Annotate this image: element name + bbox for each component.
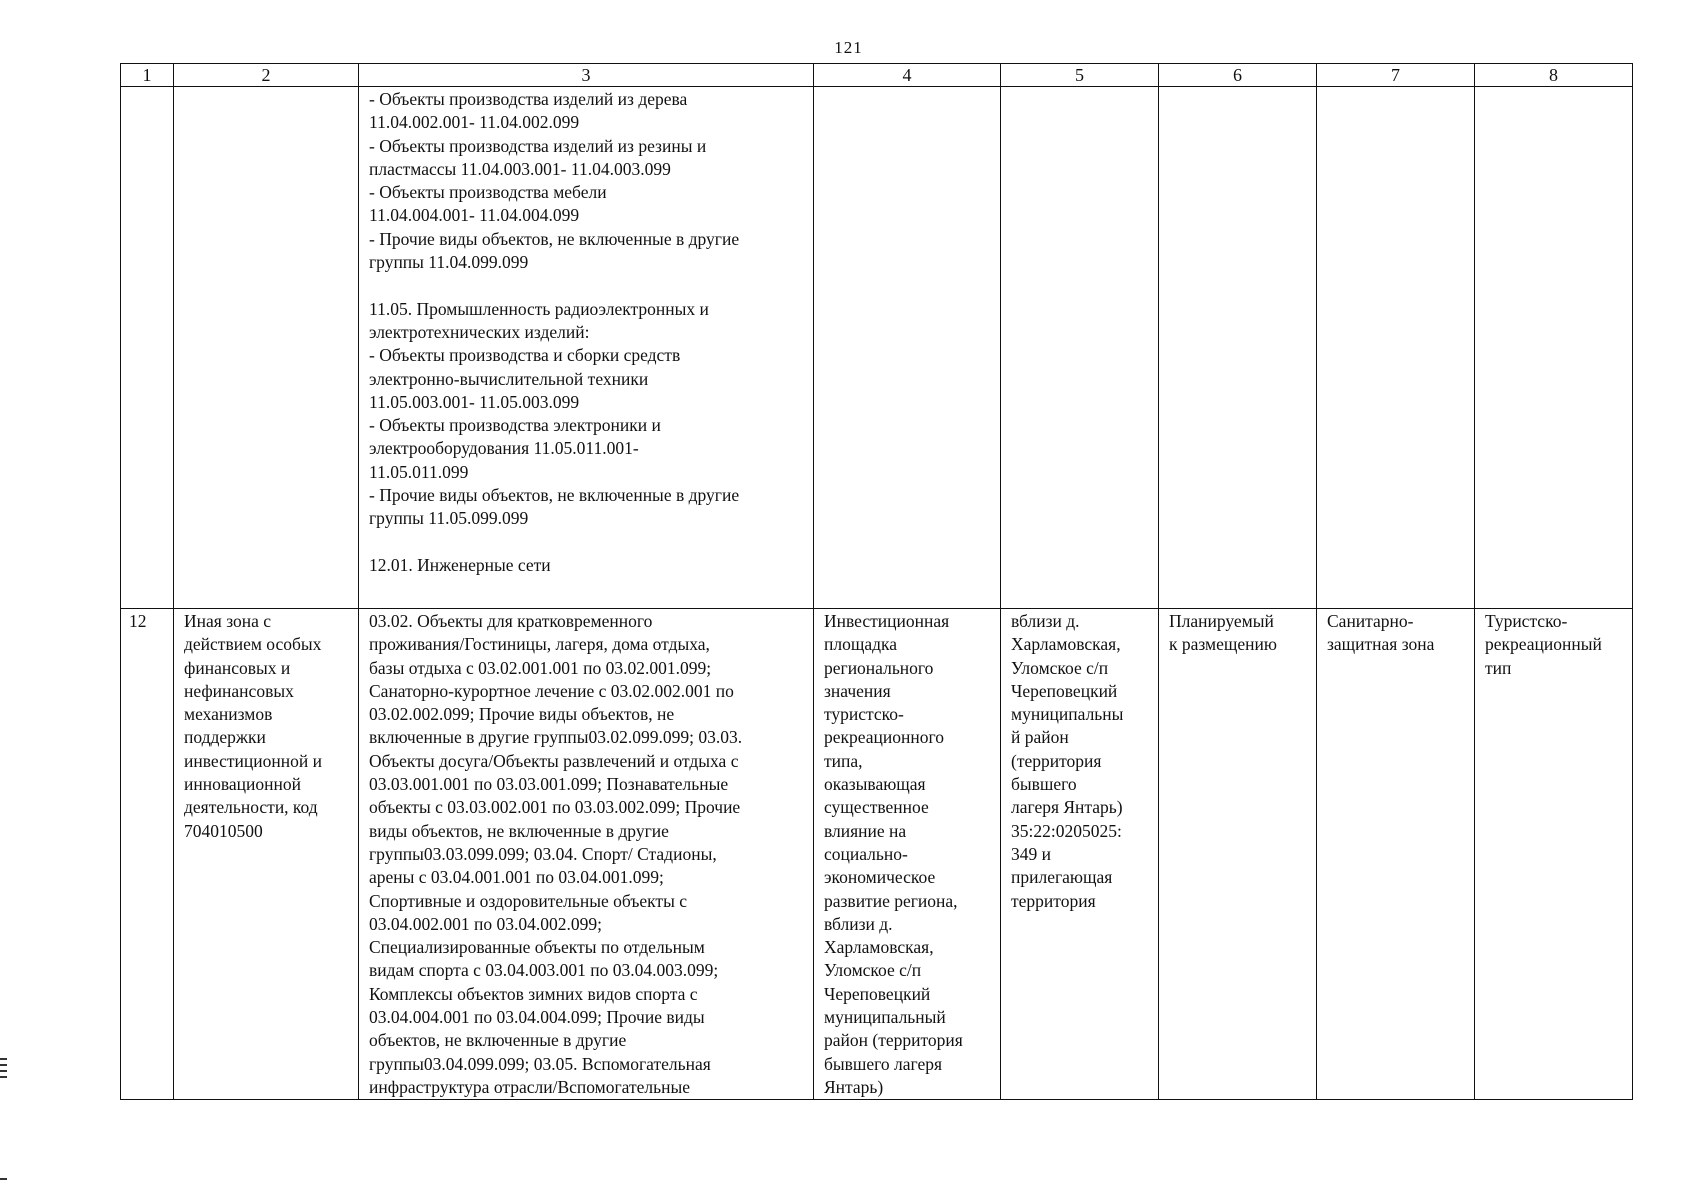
- purpose-text: Инвестиционная площадка регионального значения туристско- рекреационного типа, оказывающая существенное влияние на социально- экономическое развитие региона, вблизи д. Харламовская, Уломское с/п Череповецкий муниципальный район (территория бывшего лагеря Янтарь): [824, 611, 963, 1097]
- zone-name: Иная зона с действием особых финансовых и нефинансовых механизмов поддержки инвестиционной и инновационной деятельности, код 704010500: [184, 611, 322, 841]
- table-row-12: [121, 609, 1633, 1100]
- zone-name-cell: [174, 609, 359, 1100]
- restriction-zone-text: Санитарно- защитная зона: [1327, 611, 1435, 655]
- object-types-cell: [359, 87, 814, 609]
- column-number: 3: [359, 64, 814, 87]
- object-types-text: 11.05. Промышленность радиоэлектронных и электротехнических изделий: - Объекты производства и сборки средств электронно-вычислительной техники 11.05.003.001- 11.05.003.099 - Объекты производства электроники и электрооборудования 11.05.011.001- 11.05.011.099 - Прочие виды объектов, не включенные в другие группы 11.05.099.099: [369, 298, 740, 529]
- column-number: 6: [1159, 64, 1317, 87]
- cell: [1001, 87, 1159, 609]
- column-number: 5: [1001, 64, 1159, 87]
- row-number: 12: [121, 609, 174, 1100]
- object-types-text: 03.02. Объекты для кратковременного проживания/Гостиницы, лагеря, дома отдыха, базы отдыха с 03.02.001.001 по 03.02.001.099; Санаторно-курортное лечение с 03.02.002.001 по 03.02.002.099; Прочие виды объектов, не включенные в другие группы03.02.099.099; 03.03. Объекты досуга/Объекты развлечений и отдыха с 03.03.001.001 по 03.03.001.099; Познавательные объекты с 03.03.002.001 по 03.03.002.099; Прочие виды объектов, не включенные в другие группы03.03.099.099; 03.04. Спорт/ Стадионы, арены с 03.04.001.001 по 03.04.001.099; Спортивные и оздоровительные объекты с 03.04.002.001 по 03.04.002.099; Специализированные объекты по отдельным видам спорта с 03.04.003.001 по 03.04.003.099; Комплексы объектов зимних видов спорта с 03.04.004.001 по 03.04.004.099; Прочие виды объектов, не включенные в другие группы03.04.099.099; 03.05. Вспомогательная инфраструктура отрасли/Вспомогательные: [369, 611, 743, 1097]
- cell: [121, 87, 174, 609]
- zone-type-text: Туристско- рекреационный тип: [1485, 611, 1602, 678]
- object-types-cell: [359, 609, 814, 1100]
- purpose-cell: [814, 609, 1001, 1100]
- cell: [1159, 87, 1317, 609]
- object-types-text: - Объекты производства изделий из дерева 11.04.002.001- 11.04.002.099 - Объекты производства изделий из резины и пластмассы 11.04.003.001- 11.04.003.099 - Объекты производства мебели 11.04.004.001- 11.04.004.099 - Прочие виды объектов, не включенные в другие группы 11.04.099.099: [369, 89, 740, 273]
- page-number: 121: [834, 38, 863, 57]
- status-text: Планируемый к размещению: [1169, 611, 1277, 655]
- restriction-zone-cell: [1317, 609, 1475, 1100]
- margin-dash: [0, 1178, 7, 1180]
- cell: [174, 87, 359, 609]
- margin-marks: [0, 1058, 8, 1082]
- status-cell: [1159, 609, 1317, 1100]
- column-number: 1: [121, 64, 174, 87]
- cell: [1475, 87, 1633, 609]
- column-number-row: [121, 64, 1633, 87]
- column-number: 2: [174, 64, 359, 87]
- column-number: 8: [1475, 64, 1633, 87]
- cell: [1317, 87, 1475, 609]
- location-cell: [1001, 609, 1159, 1100]
- zone-type-cell: [1475, 609, 1633, 1100]
- location-text: вблизи д. Харламовская, Уломское с/п Череповецкий муниципальны й район (территория бывшего лагеря Янтарь) 35:22:0205025: 349 и прилегающая территория: [1011, 611, 1124, 911]
- column-number: 4: [814, 64, 1001, 87]
- cell: [814, 87, 1001, 609]
- table-row-continuation: [121, 87, 1633, 609]
- object-types-text: 12.01. Инженерные сети: [369, 554, 551, 575]
- column-number: 7: [1317, 64, 1475, 87]
- zones-table: [120, 63, 1633, 1100]
